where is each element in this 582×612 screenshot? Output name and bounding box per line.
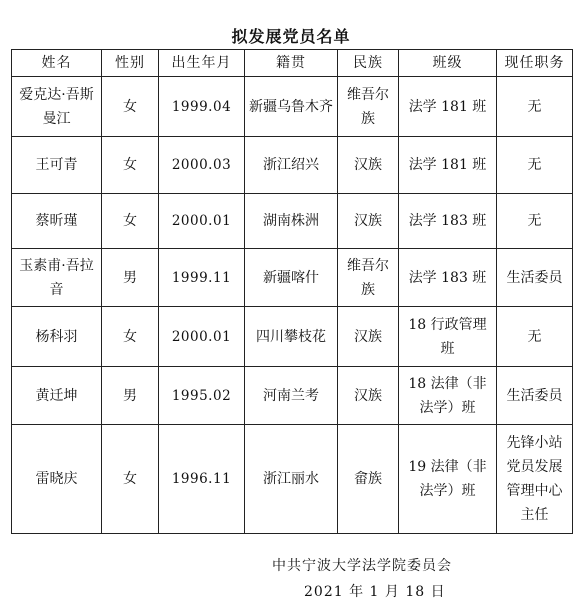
header-class: 班级 xyxy=(399,50,497,77)
cell-birth: 2000.03 xyxy=(159,137,245,194)
table-row xyxy=(12,307,573,367)
cell-position: 先锋小站党员发展管理中心主任 xyxy=(497,425,573,534)
table-row xyxy=(12,137,573,194)
cell-position: 无 xyxy=(497,77,573,137)
cell-origin: 新疆乌鲁木齐 xyxy=(245,77,338,137)
cell-position: 无 xyxy=(497,194,573,249)
cell-ethnicity: 维吾尔族 xyxy=(338,249,399,307)
cell-gender: 女 xyxy=(102,425,159,534)
issue-date: 2021 年 1 月 18 日 xyxy=(304,584,446,600)
header-origin: 籍贯 xyxy=(245,50,338,77)
cell-origin: 四川攀枝花 xyxy=(245,307,338,367)
cell-ethnicity: 维吾尔族 xyxy=(338,77,399,137)
cell-name: 黄迁坤 xyxy=(12,367,102,425)
cell-gender: 女 xyxy=(102,137,159,194)
table-row xyxy=(12,249,573,307)
cell-birth: 2000.01 xyxy=(159,194,245,249)
cell-gender: 男 xyxy=(102,249,159,307)
cell-gender: 女 xyxy=(102,194,159,249)
issuing-organization: 中共宁波大学法学院委员会 xyxy=(272,558,452,574)
cell-class: 法学 181 班 xyxy=(399,137,497,194)
cell-ethnicity: 畲族 xyxy=(338,425,399,534)
cell-class: 法学 183 班 xyxy=(399,249,497,307)
cell-origin: 湖南株洲 xyxy=(245,194,338,249)
cell-name: 杨科羽 xyxy=(12,307,102,367)
cell-class: 18 行政管理班 xyxy=(399,307,497,367)
cell-birth: 1999.11 xyxy=(159,249,245,307)
cell-position: 生活委员 xyxy=(497,367,573,425)
cell-name: 雷晓庆 xyxy=(12,425,102,534)
cell-birth: 1996.11 xyxy=(159,425,245,534)
cell-ethnicity: 汉族 xyxy=(338,194,399,249)
cell-class: 法学 183 班 xyxy=(399,194,497,249)
cell-gender: 女 xyxy=(102,77,159,137)
cell-origin: 浙江绍兴 xyxy=(245,137,338,194)
table-row xyxy=(12,367,573,425)
table-row xyxy=(12,425,573,534)
cell-ethnicity: 汉族 xyxy=(338,307,399,367)
cell-birth: 1999.04 xyxy=(159,77,245,137)
header-gender: 性别 xyxy=(102,50,159,77)
cell-origin: 河南兰考 xyxy=(245,367,338,425)
cell-birth: 1995.02 xyxy=(159,367,245,425)
cell-class: 18 法律（非法学）班 xyxy=(399,367,497,425)
cell-class: 法学 181 班 xyxy=(399,77,497,137)
cell-ethnicity: 汉族 xyxy=(338,367,399,425)
cell-position: 无 xyxy=(497,307,573,367)
cell-ethnicity: 汉族 xyxy=(338,137,399,194)
cell-birth: 2000.01 xyxy=(159,307,245,367)
document-title: 拟发展党员名单 xyxy=(231,27,351,46)
header-position: 现任职务 xyxy=(497,50,573,77)
cell-gender: 男 xyxy=(102,367,159,425)
cell-name: 王可青 xyxy=(12,137,102,194)
header-name: 姓名 xyxy=(12,50,102,77)
cell-gender: 女 xyxy=(102,307,159,367)
cell-name: 爱克达·吾斯曼江 xyxy=(12,77,102,137)
table-row xyxy=(12,194,573,249)
table-row xyxy=(12,77,573,137)
candidate-table xyxy=(11,49,573,534)
cell-origin: 浙江丽水 xyxy=(245,425,338,534)
table-header-row xyxy=(12,50,573,77)
cell-position: 无 xyxy=(497,137,573,194)
cell-origin: 新疆喀什 xyxy=(245,249,338,307)
header-birth: 出生年月 xyxy=(159,50,245,77)
cell-position: 生活委员 xyxy=(497,249,573,307)
header-ethnicity: 民族 xyxy=(338,50,399,77)
cell-name: 玉素甫·吾拉音 xyxy=(12,249,102,307)
cell-class: 19 法律（非法学）班 xyxy=(399,425,497,534)
cell-name: 蔡昕瑾 xyxy=(12,194,102,249)
